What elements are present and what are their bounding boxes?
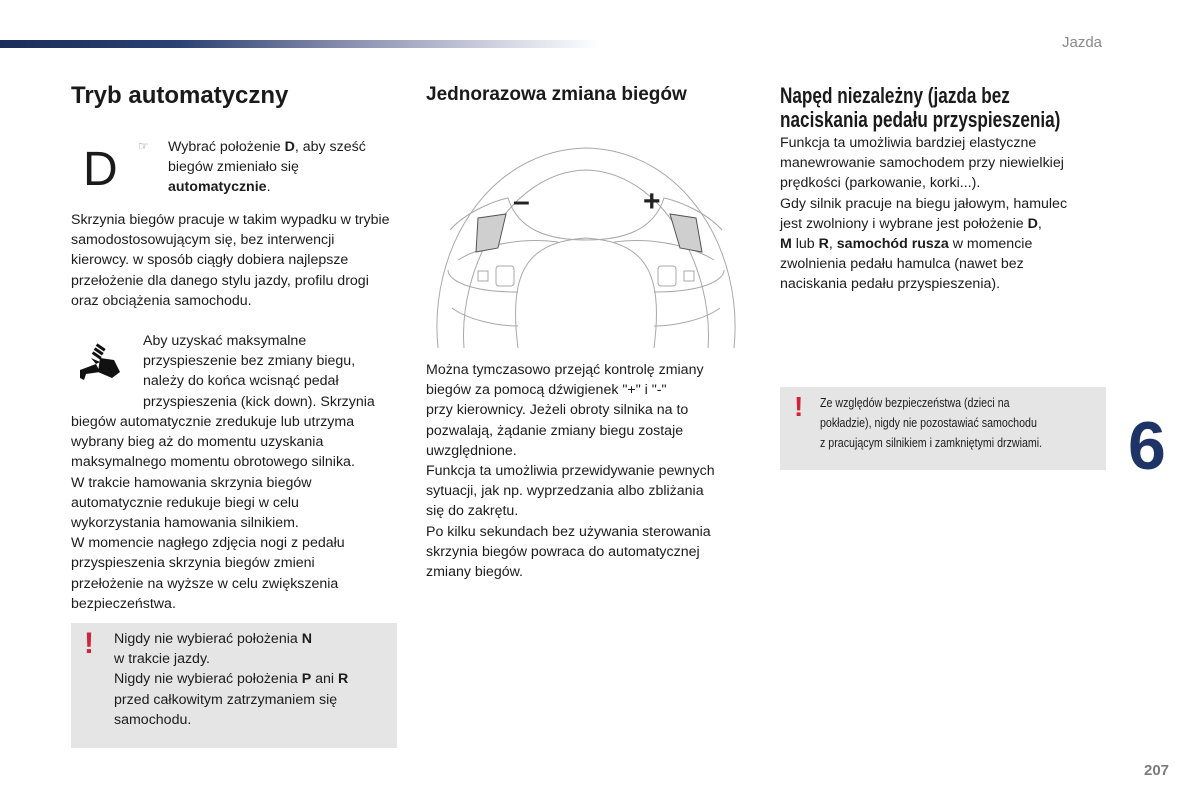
text-line: uwzględnione. <box>426 442 517 459</box>
text-line: bezpieczeństwa. <box>71 595 176 612</box>
text-line: wybrany bieg aż do momentu uzyskania <box>71 434 324 451</box>
text-line: pokładzie), nigdy nie pozostawiać samochodu <box>820 415 1037 430</box>
text-line: automatycznie redukuje biegi w celu <box>71 494 299 511</box>
creep-mode-text <box>780 133 1110 295</box>
paragraph-adaptive-mode: Skrzynia biegów pracuje w takim wypadku w trybie samodostosowującym się, bez interwencji kierowcy. w sposób ciągły dobiera najlepsze przełożenie dla danego stylu jazdy, profilu drogi oraz obciążenia samochodu. <box>71 212 390 309</box>
heading-line: Napęd niezależny (jazda bez <box>780 83 1010 108</box>
text-line: przyspieszenia skrzynia biegów zmieni <box>71 555 315 572</box>
text-line: należy do końca wcisnąć pedał <box>143 373 339 390</box>
text-line: przyspieszenia (kick down). Skrzynia <box>143 393 375 410</box>
warning-box-gear-selection <box>71 623 397 748</box>
chapter-number: 6 <box>1128 408 1166 484</box>
exclamation-icon: ! <box>794 391 804 422</box>
text-line: prędkości (parkowanie, korki...). <box>780 175 981 192</box>
text-line: maksymalnego momentu obrotowego silnika. <box>71 454 355 471</box>
kickdown-intro <box>143 331 403 412</box>
text-line: Można tymczasowo przejąć kontrolę zmiany <box>426 362 704 378</box>
kick-down-pedal-icon <box>78 342 122 382</box>
text-line: zwolnienia pedału hamulca (nawet bez <box>780 256 1024 273</box>
text-line: Nigdy nie wybierać położenia P ani R <box>114 671 349 688</box>
text-line: zmiany biegów. <box>426 564 523 581</box>
steering-wheel-illustration <box>428 130 744 348</box>
heading-line: naciskania pedału przyspieszenia) <box>780 107 1061 132</box>
text-line: Gdy silnik pracuje na biegu jałowym, hamulec <box>780 195 1068 212</box>
text-line: W trakcie hamowania skrzynia biegów <box>71 474 312 491</box>
paddle-minus-label: – <box>513 185 530 218</box>
text-line: W momencie nagłego zdjęcia nogi z pedału <box>71 535 345 552</box>
text-line: z pracującym silnikiem i zamkniętymi drzwiami. <box>820 435 1043 450</box>
warning-text <box>820 393 1148 453</box>
heading-creep-mode <box>780 84 1108 132</box>
text-line: sytuacji, jak np. wyprzedzania albo zbliżania <box>426 483 704 500</box>
text-line: samochodu. <box>114 711 192 728</box>
paddle-shift-text <box>426 360 756 582</box>
heading-single-gear-change: Jednorazowa zmiana biegów <box>426 84 687 105</box>
text-line: naciskania pedału przyspieszenia). <box>780 276 1001 293</box>
text-line: wykorzystania hamowania silnikiem. <box>71 515 299 532</box>
text-line: Nigdy nie wybierać położenia N <box>114 631 312 647</box>
text-line: przy kierownicy. Jeżeli obroty silnika na to <box>426 402 689 419</box>
text-line: pozwalają, żądanie zmiany biegu zostaje <box>426 422 684 439</box>
warning-text <box>114 629 394 730</box>
text-line: się do zakrętu. <box>426 503 519 520</box>
exclamation-icon: ! <box>84 627 94 660</box>
text-line: biegów automatycznie zredukuje lub utrzyma <box>71 414 355 430</box>
pointing-hand-icon: ☞ <box>138 139 149 153</box>
text-line: Po kilku sekundach bez używania sterowania <box>426 523 711 540</box>
text-line: Funkcja ta umożliwia bardziej elastyczne <box>780 135 1037 151</box>
text-line: przed całkowitym zatrzymaniem się <box>114 691 338 708</box>
text-line: przełożenie na wyższe w celu zwiększenia <box>71 575 339 592</box>
section-title: Jazda <box>1062 34 1103 51</box>
text-line: Aby uzyskać maksymalne <box>143 333 307 349</box>
heading-automatic-mode: Tryb automatyczny <box>71 82 289 109</box>
instruction-select-d: Wybrać położenie D, aby sześć biegów zmieniało się automatycznie. <box>168 139 366 196</box>
paddle-plus-label: + <box>643 185 661 218</box>
text-line: przyspieszenie bez zmiany biegu, <box>143 353 356 370</box>
warning-box-children-safety <box>780 387 1106 470</box>
kickdown-continued <box>71 412 401 614</box>
text-line: w trakcie jazdy. <box>114 651 210 668</box>
text-line: jest zwolniony i wybrane jest położenie D, <box>780 215 1042 232</box>
text-line: skrzynia biegów powraca do automatycznej <box>426 543 700 560</box>
text-line: Funkcja ta umożliwia przewidywanie pewnych <box>426 463 715 480</box>
gear-d-symbol: D <box>83 143 118 196</box>
text-line: manewrowanie samochodem przy niewielkiej <box>780 155 1064 172</box>
page-number: 207 <box>1144 762 1170 779</box>
text-line: M lub R, samochód rusza w momencie <box>780 236 1033 253</box>
text-line: biegów za pomocą dźwigienek "+" i "-" <box>426 382 667 399</box>
header-gradient-bar <box>0 40 600 48</box>
text-line: Ze względów bezpieczeństwa (dzieci na <box>820 395 1010 410</box>
